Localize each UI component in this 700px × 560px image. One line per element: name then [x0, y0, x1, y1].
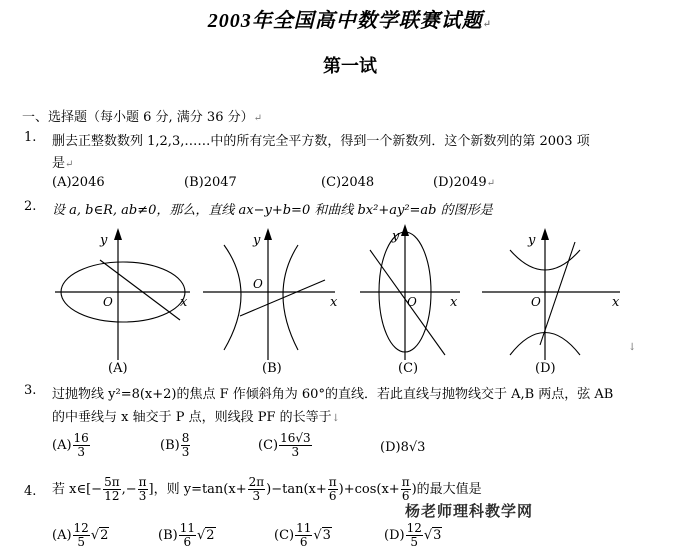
q1-option-a: (A)2046 — [52, 175, 105, 190]
q4-number: 4. — [24, 484, 37, 499]
graph-b-x-label: x — [330, 295, 338, 310]
graph-label-c: (C) — [398, 361, 419, 376]
q3-option-c: (C) $\frac{16√3}{3}$ — [258, 431, 311, 459]
q2-graphs — [0, 220, 700, 380]
section-heading: 一、选择题（每小题 6 分, 满分 36 分）↵ — [22, 110, 262, 125]
graph-a — [55, 228, 190, 360]
graph-d-y-arrow — [541, 228, 549, 240]
page-title: 2003年全国高中数学联赛试题↵ — [207, 10, 493, 32]
graph-label-b: (B) — [262, 361, 282, 376]
graph-a-origin: O — [103, 295, 113, 309]
graph-c-y-arrow — [401, 224, 409, 236]
q1-number: 1. — [24, 130, 37, 145]
q1-text-line1: 删去正整数数列 1,2,3,……中的所有完全平方数，得到一个新数列．这个新数列的第 2003 项 — [52, 134, 590, 149]
graph-d-x-label: x — [612, 295, 620, 310]
q3-option-a: (A) $\frac{16}{3}$ — [52, 431, 89, 459]
watermark-text: 杨老师理科教学网 — [405, 502, 534, 520]
q2-text: 设 a, b∈R, ab≠0，那么，直线 ax−y+b=0 和曲线 bx²+ay²=ab 的图形是 — [52, 203, 493, 218]
graph-b-hyperbola-right — [283, 245, 298, 350]
q1-text-line2: 是↵ — [52, 156, 74, 171]
q4-option-a: (A) $\frac{12}{5}$ √2 — [52, 521, 109, 549]
q4-option-b: (B) $\frac{11}{6}$ √2 — [158, 521, 215, 549]
q3-option-b: (B) $\frac{8}{3}$ — [160, 431, 190, 459]
q3-text-line2: 的中垂线与 x 轴交于 P 点，则线段 PF 的长等于↓ — [52, 410, 341, 425]
graph-c — [360, 224, 460, 360]
graph-d-origin: O — [531, 295, 541, 309]
q3-option-d: (D)8√3 — [380, 440, 426, 455]
q3-number: 3. — [24, 383, 37, 398]
graph-a-y-label: y — [100, 233, 108, 248]
q4-option-d: (D) $\frac{12}{5}$ √3 — [384, 521, 442, 549]
graph-b-y-label: y — [253, 233, 261, 248]
graph-b-y-arrow — [264, 228, 272, 240]
graph-a-line — [100, 260, 180, 320]
graph-c-y-label: y — [392, 229, 400, 244]
graph-d-y-label: y — [528, 233, 536, 248]
graph-a-y-arrow — [114, 228, 122, 240]
graph-label-a: (A) — [108, 361, 128, 376]
q4-option-c: (C) $\frac{11}{6}$ √3 — [274, 521, 331, 549]
q1-option-d: (D)2049↵ — [433, 175, 496, 190]
graph-b-hyperbola-left — [224, 245, 241, 350]
line-mark: ↵ — [482, 19, 493, 30]
graph-b — [203, 228, 338, 360]
q3-text-line1: 过抛物线 y²=8(x+2)的焦点 F 作倾斜角为 60°的直线．若此直线与抛物线交于 A,B 两点，弦 AB — [52, 387, 614, 402]
graph-d — [482, 228, 620, 360]
graph-label-d: (D) — [535, 361, 556, 376]
q1-option-b: (B)2047 — [184, 175, 237, 190]
page-subtitle: 第一试 — [323, 56, 377, 77]
q1-option-c: (C)2048 — [321, 175, 375, 190]
graph-c-origin: O — [407, 295, 417, 309]
graph-c-x-label: x — [450, 295, 458, 310]
q4-text: 若 x∈[− $\frac{5\pi}{12}$ ,− $\frac{\pi}{3}$ ]，则 y=tan(x+ $\frac{2\pi}{3}$ )−tan(x+ $\frac{\pi}{6}$ )+cos(x+ $\frac{\pi}{6}$ )的最大值是 — [52, 475, 482, 503]
graph-b-origin: O — [253, 277, 263, 291]
graph-line-mark: ↓ — [628, 342, 637, 353]
q2-number: 2. — [24, 199, 37, 214]
graph-a-x-label: x — [180, 295, 188, 310]
